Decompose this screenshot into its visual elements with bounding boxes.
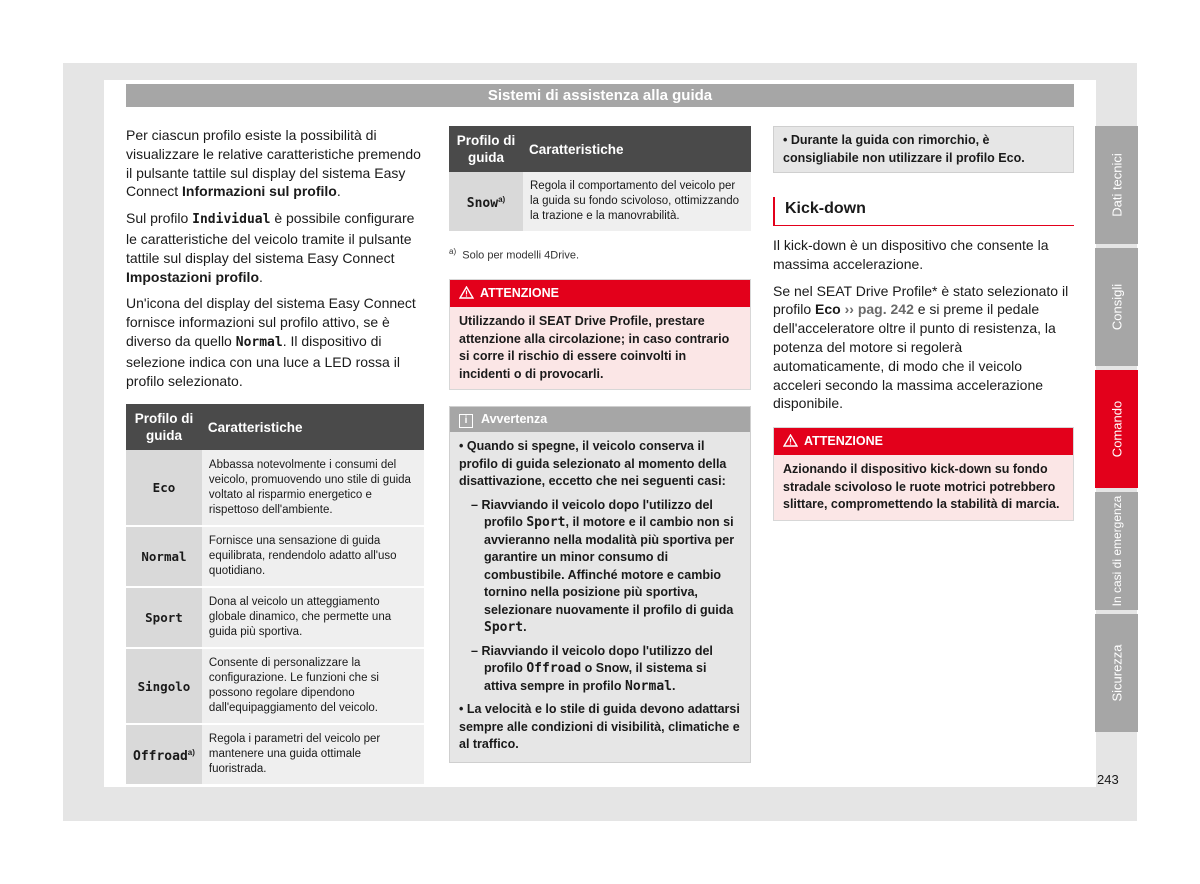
profile-desc: Fornisce una sensazione di guida equilibrata, rendendolo adatto all'uso quotidiano.	[202, 526, 424, 587]
warning-triangle-icon	[459, 286, 474, 299]
warning-triangle-icon	[783, 434, 798, 447]
info-icon: i	[459, 414, 473, 428]
paragraph-kickdown-intro: Il kick-down è un dispositivo che consente la massima accelerazione.	[773, 237, 1049, 272]
warning-header: ATTENZIONE	[450, 280, 750, 307]
column-left	[126, 126, 424, 786]
note-body	[450, 432, 750, 762]
footnote: $^{a)}$ Solo per modelli 4Drive.	[449, 247, 580, 262]
profile-desc: Dona al veicolo un atteggiamento globale dinamico, che permette una guida più sportiva.	[202, 587, 424, 648]
note-bullet: • La velocità e lo stile di guida devono adattarsi sempre alle condizioni di visibilità, climatiche e al traffico.	[459, 702, 740, 752]
table-row	[126, 450, 424, 526]
table-header-features: Caratteristiche	[523, 126, 751, 172]
table-header-profile: Profilo di guida	[449, 126, 523, 172]
profile-desc: Regola i parametri del veicolo per mantenere una guida ottimale fuoristrada.	[202, 724, 424, 785]
tab-consigli[interactable]: Consigli	[1095, 248, 1138, 366]
tab-dati-tecnici[interactable]: Dati tecnici	[1095, 126, 1138, 244]
warning-text: Utilizzando il SEAT Drive Profile, prestare attenzione alla circolazione; in caso contrario si corre il rischio di essere coinvolti in incidenti o di provocarli.	[450, 307, 750, 389]
profile-name: Sport	[126, 587, 202, 648]
profile-name: Snow$^{a)}$	[449, 172, 523, 232]
tab-comando[interactable]: Comando	[1095, 370, 1138, 488]
profile-name: Normal	[126, 526, 202, 587]
note-subitem: – Riavviando il veicolo dopo l'utilizzo del profilo Offroad o Snow, il sistema si attiva sempre in profilo Normal.	[471, 643, 713, 694]
table-row	[126, 526, 424, 587]
paragraph-profile-info: Per ciascun profilo esiste la possibilità di visualizzare le relative caratteristiche premendo il pulsante tattile sul display del sistema Easy Connect Informazioni sul profilo.	[126, 127, 421, 200]
table-row	[126, 724, 424, 785]
table-row	[126, 587, 424, 648]
profile-name: Offroad$^{a)}$	[126, 724, 202, 785]
table-header-features: Caratteristiche	[202, 404, 424, 450]
profile-desc: Consente di personalizzare la configurazione. Le funzioni che si possono regolare dipendono dall'equipaggiamento del veicolo.	[202, 648, 424, 724]
page-reference-link[interactable]: ›› pag. 242	[844, 301, 914, 318]
page-header: Sistemi di assistenza alla guida	[126, 84, 1074, 107]
paragraph-kickdown-eco: Se nel SEAT Drive Profile* è stato selezionato il profilo Eco ›› pag. 242 e si preme il pedale dell'acceleratore oltre il punto di resistenza, la potenza del motore si regolerà automaticamente, di modo che il veicolo acceleri secondo la massima accelerazione disponibile.	[773, 282, 1069, 412]
column-middle	[449, 126, 751, 763]
warning-text: Azionando il dispositivo kick-down su fondo stradale scivoloso le ruote motrici potrebbero slittare, compromettendo la stabilità di marcia.	[774, 455, 1073, 520]
table-header-profile: Profilo di guida	[126, 404, 202, 450]
profile-name: Singolo	[126, 648, 202, 724]
note-subitem: – Riavviando il veicolo dopo l'utilizzo del profilo Sport, il motore e il cambio non si avvieranno nella modalità più sportiva per garantire un minor consumo di combustibile. Affinché motore e cambio tornino nella posizione più sportiva, selezionare nuovamente il profilo di guida Sport.	[471, 497, 735, 636]
profiles-table	[126, 404, 424, 786]
profile-name: Eco	[126, 450, 202, 526]
section-title-kickdown: Kick-down	[773, 197, 1074, 226]
trailer-note-box: • Durante la guida con rimorchio, è consigliabile non utilizzare il profilo Eco.	[773, 126, 1074, 173]
paragraph-display-icon: Un'icona del display del sistema Easy Connect fornisce informazioni sul profilo attivo, se è diverso da quello Normal. Il dispositivo di selezione indica con una luce a LED rossa il profilo selezionato.	[126, 295, 416, 389]
page-number: 243	[1097, 772, 1119, 787]
tab-sicurezza[interactable]: Sicurezza	[1095, 614, 1138, 732]
table-row	[126, 648, 424, 724]
snow-table	[449, 126, 751, 233]
note-bullet: • Quando si spegne, il veicolo conserva il profilo di guida selezionato al momento della disattivazione, eccetto che nei seguenti casi:	[459, 439, 727, 489]
note-header: i Avvertenza	[450, 407, 750, 432]
paragraph-individual: Sul profilo Individual è possibile configurare le caratteristiche del veicolo tramite il pulsante tattile sul display del sistema Easy Connect Impostazioni profilo.	[126, 210, 415, 285]
profile-desc: Abbassa notevolmente i consumi del veicolo, promuovendo uno stile di guida voltato al risparmio energetico e rispettoso dell'ambiente.	[202, 450, 424, 526]
warning-header: ATTENZIONE	[774, 428, 1073, 455]
warning-box-kickdown	[773, 427, 1074, 521]
tab-emergenza[interactable]: In casi di emergenza	[1095, 492, 1138, 610]
profile-desc: Regola il comportamento del veicolo per la guida su fondo scivoloso, ottimizzando la trazione e la manovrabilità.	[523, 172, 751, 232]
warning-box-drive-profile	[449, 279, 751, 390]
column-right	[773, 126, 1074, 537]
note-box	[449, 406, 751, 763]
table-row	[449, 172, 751, 232]
